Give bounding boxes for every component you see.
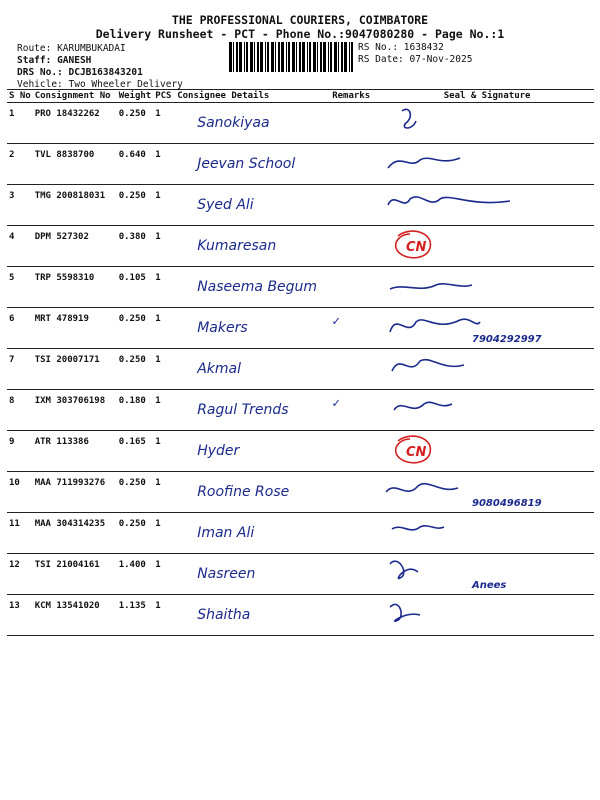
barcode-bar xyxy=(239,42,242,72)
signature-stroke xyxy=(386,484,458,492)
signature-scribble xyxy=(380,595,590,637)
cell-pcs: 1 xyxy=(153,472,175,513)
cell-weight: 0.165 xyxy=(117,431,154,472)
signature-note: 7904292997 xyxy=(472,334,542,345)
runsheet-subtitle: Delivery Runsheet - PCT - Phone No.:9047080280 - Page No.:1 xyxy=(95,27,505,41)
signature-scribble xyxy=(380,226,590,268)
handwritten-consignee: Roofine Rose xyxy=(197,484,290,500)
cell-consignee xyxy=(175,349,330,390)
cell-consignee xyxy=(175,513,330,554)
signature-scribble xyxy=(380,390,590,432)
table-row xyxy=(7,308,594,349)
barcode xyxy=(229,42,354,72)
rs-no-value: 1638432 xyxy=(403,42,444,53)
cell-consignee xyxy=(175,144,330,185)
cell-weight: 0.380 xyxy=(117,226,154,267)
barcode-bar xyxy=(323,42,326,72)
handwritten-consignee: Syed Ali xyxy=(197,197,254,213)
cell-consignee xyxy=(175,554,330,595)
cell-sno: 12 xyxy=(7,554,33,595)
cell-signature xyxy=(380,390,594,431)
cell-pcs: 1 xyxy=(153,349,175,390)
cell-pcs: 1 xyxy=(153,554,175,595)
handwritten-consignee: Sanokiyaa xyxy=(197,115,270,131)
barcode-bar xyxy=(233,42,234,72)
cell-signature xyxy=(380,185,594,226)
vehicle-label: Vehicle: xyxy=(17,79,63,90)
col-consignment: Consignment No xyxy=(33,90,117,103)
table-row xyxy=(7,144,594,185)
cell-weight: 0.180 xyxy=(117,390,154,431)
cell-pcs: 1 xyxy=(153,308,175,349)
cell-weight: 0.250 xyxy=(117,185,154,226)
barcode-bar xyxy=(338,42,339,72)
table-row xyxy=(7,554,594,595)
cell-pcs: 1 xyxy=(153,185,175,226)
cell-consignee xyxy=(175,103,330,144)
barcode-bar xyxy=(271,42,274,72)
cell-consignee xyxy=(175,185,330,226)
barcode-bar xyxy=(244,42,245,72)
delivery-table xyxy=(7,89,594,636)
barcode-bar xyxy=(328,42,329,72)
cell-sno: 1 xyxy=(7,103,33,144)
staff-value: GANESH xyxy=(57,55,92,66)
signature-note: 9080496819 xyxy=(472,498,542,509)
cell-consignee xyxy=(175,431,330,472)
cell-sno: 6 xyxy=(7,308,33,349)
cell-weight: 0.105 xyxy=(117,267,154,308)
staff-line xyxy=(17,55,91,66)
handwritten-consignee: Ragul Trends xyxy=(197,402,289,418)
drs-line xyxy=(17,67,143,78)
cell-pcs: 1 xyxy=(153,513,175,554)
barcode-bar xyxy=(229,42,232,72)
cell-pcs: 1 xyxy=(153,267,175,308)
remark-mark: ✓ xyxy=(332,396,341,411)
cell-remarks xyxy=(330,226,380,267)
handwritten-consignee: Nasreen xyxy=(197,566,256,582)
signature-scribble xyxy=(380,554,590,596)
cell-consignment: PRO 18432262 xyxy=(33,103,117,144)
barcode-bar xyxy=(349,42,350,72)
barcode-bar xyxy=(299,42,301,72)
col-signature: Seal & Signature xyxy=(380,90,594,103)
signature-stroke xyxy=(388,158,460,168)
rs-date-line xyxy=(358,54,472,65)
signature-scribble xyxy=(380,472,590,514)
cell-sno: 3 xyxy=(7,185,33,226)
cell-weight: 0.250 xyxy=(117,513,154,554)
table-header-row xyxy=(7,90,594,103)
signature-stroke xyxy=(390,561,418,578)
cell-weight: 0.250 xyxy=(117,103,154,144)
barcode-bar xyxy=(250,42,253,72)
cell-signature xyxy=(380,595,594,636)
staff-label: Staff: xyxy=(17,55,52,66)
table-row xyxy=(7,472,594,513)
barcode-bar xyxy=(296,42,297,72)
cell-pcs: 1 xyxy=(153,103,175,144)
barcode-bar xyxy=(292,42,295,72)
cell-consignee xyxy=(175,308,330,349)
cell-pcs: 1 xyxy=(153,595,175,636)
table-row xyxy=(7,226,594,267)
cell-pcs: 1 xyxy=(153,390,175,431)
barcode-bar xyxy=(341,42,343,72)
cell-pcs: 1 xyxy=(153,226,175,267)
cell-signature xyxy=(380,554,594,595)
cell-consignment: IXM 303706198 xyxy=(33,390,117,431)
barcode-bar xyxy=(286,42,287,72)
cell-consignee xyxy=(175,472,330,513)
handwritten-consignee: Iman Ali xyxy=(197,525,255,541)
col-sno: S No xyxy=(9,91,31,101)
table-row xyxy=(7,185,594,226)
cell-signature xyxy=(380,472,594,513)
signature-scribble xyxy=(380,185,590,227)
cell-remarks xyxy=(330,472,380,513)
cell-sno: 10 xyxy=(7,472,33,513)
cell-consignment: MRT 478919 xyxy=(33,308,117,349)
handwritten-consignee: Naseema Begum xyxy=(197,279,318,295)
cell-consignment: TMG 200818031 xyxy=(33,185,117,226)
signature-scribble xyxy=(380,308,590,350)
cell-remarks xyxy=(330,103,380,144)
barcode-bar xyxy=(288,42,290,72)
table-row xyxy=(7,513,594,554)
cell-signature xyxy=(380,226,594,267)
cell-sno: 4 xyxy=(7,226,33,267)
signature-scribble xyxy=(380,349,590,391)
cell-remarks xyxy=(330,308,380,349)
cell-remarks xyxy=(330,144,380,185)
handwritten-consignee: Kumaresan xyxy=(197,238,277,254)
table-row xyxy=(7,390,594,431)
barcode-bar xyxy=(246,42,248,72)
cell-remarks xyxy=(330,185,380,226)
cell-sno: 13 xyxy=(7,595,33,636)
col-consignee: Consignee Details xyxy=(175,90,330,103)
rs-no-label: RS No.: xyxy=(358,42,399,53)
cell-consignee xyxy=(175,390,330,431)
barcode-bar xyxy=(275,42,276,72)
table-row xyxy=(7,431,594,472)
cell-signature xyxy=(380,267,594,308)
cell-sno: 11 xyxy=(7,513,33,554)
handwritten-consignee: Akmal xyxy=(197,361,241,377)
barcode-bar xyxy=(334,42,337,72)
signature-stroke xyxy=(392,526,444,530)
rs-no-line xyxy=(358,42,444,53)
barcode-bar xyxy=(302,42,305,72)
cell-consignee xyxy=(175,595,330,636)
signature-stroke xyxy=(392,360,464,371)
cell-weight: 0.250 xyxy=(117,472,154,513)
route-label: Route: xyxy=(17,43,52,54)
route-line xyxy=(17,43,126,54)
cell-consignment: KCM 13541020 xyxy=(33,595,117,636)
signature-stroke xyxy=(390,604,420,621)
signature-scribble xyxy=(380,144,590,186)
handwritten-consignee: Shaitha xyxy=(197,607,251,623)
drs-value: DCJB163843201 xyxy=(68,67,143,78)
cell-remarks xyxy=(330,554,380,595)
signature-stroke xyxy=(390,319,480,332)
barcode-bar xyxy=(278,42,280,72)
cell-consignment: TSI 20007171 xyxy=(33,349,117,390)
cell-consignment: TVL 8838700 xyxy=(33,144,117,185)
cell-remarks xyxy=(330,431,380,472)
barcode-bar xyxy=(257,42,259,72)
barcode-bar xyxy=(260,42,263,72)
cell-sno: 5 xyxy=(7,267,33,308)
cell-consignment: TRP 5598310 xyxy=(33,267,117,308)
cell-weight: 1.400 xyxy=(117,554,154,595)
cell-pcs: 1 xyxy=(153,431,175,472)
barcode-bar xyxy=(317,42,318,72)
remark-mark: ✓ xyxy=(332,314,341,329)
barcode-bar xyxy=(265,42,266,72)
signature-note: CN xyxy=(406,240,427,255)
cell-sno: 8 xyxy=(7,390,33,431)
cell-consignment: MAA 711993276 xyxy=(33,472,117,513)
cell-sno: 9 xyxy=(7,431,33,472)
signature-note: CN xyxy=(406,445,427,460)
handwritten-consignee: Hyder xyxy=(197,443,240,459)
cell-consignment: DPM 527302 xyxy=(33,226,117,267)
cell-consignment: TSI 21004161 xyxy=(33,554,117,595)
barcode-bar xyxy=(309,42,311,72)
cell-weight: 0.640 xyxy=(117,144,154,185)
cell-signature xyxy=(380,308,594,349)
barcode-bar xyxy=(281,42,284,72)
rs-date-value: 07-Nov-2025 xyxy=(409,54,473,65)
table-row xyxy=(7,103,594,144)
handwritten-consignee: Makers xyxy=(197,320,248,336)
signature-scribble xyxy=(380,431,590,473)
cell-consignee xyxy=(175,226,330,267)
cell-signature xyxy=(380,103,594,144)
cell-weight: 1.135 xyxy=(117,595,154,636)
cell-remarks xyxy=(330,267,380,308)
cell-remarks xyxy=(330,595,380,636)
vehicle-value: Two Wheeler Delivery xyxy=(68,79,183,90)
cell-consignment: MAA 304314235 xyxy=(33,513,117,554)
cell-pcs: 1 xyxy=(153,144,175,185)
signature-scribble xyxy=(380,267,590,309)
barcode-bar xyxy=(351,42,353,72)
table-row xyxy=(7,349,594,390)
cell-consignment: ATR 113386 xyxy=(33,431,117,472)
signature-scribble xyxy=(380,103,590,145)
barcode-bar xyxy=(330,42,332,72)
cell-signature xyxy=(380,144,594,185)
col-pcs: PCS xyxy=(153,90,175,103)
col-remarks: Remarks xyxy=(330,90,380,103)
cell-signature xyxy=(380,513,594,554)
cell-signature xyxy=(380,349,594,390)
barcode-bar xyxy=(267,42,269,72)
barcode-bar xyxy=(344,42,347,72)
route-value: KARUMBUKADAI xyxy=(57,43,126,54)
rs-date-label: RS Date: xyxy=(358,54,404,65)
signature-note: Anees xyxy=(472,580,507,591)
company-title: THE PROFESSIONAL COURIERS, COIMBATORE xyxy=(171,13,429,27)
cell-sno: 2 xyxy=(7,144,33,185)
signature-stroke xyxy=(390,284,472,289)
table-row xyxy=(7,595,594,636)
cell-consignee xyxy=(175,267,330,308)
signature-stroke xyxy=(394,402,452,410)
barcode-bar xyxy=(254,42,255,72)
drs-label: DRS No.: xyxy=(17,67,63,78)
cell-weight: 0.250 xyxy=(117,349,154,390)
barcode-bar xyxy=(320,42,322,72)
col-weight: Weight xyxy=(118,91,152,101)
cell-weight: 0.250 xyxy=(117,308,154,349)
handwritten-consignee: Jeevan School xyxy=(197,156,296,172)
barcode-bar xyxy=(313,42,316,72)
cell-remarks xyxy=(330,513,380,554)
table-row xyxy=(7,267,594,308)
cell-signature xyxy=(380,431,594,472)
cell-sno: 7 xyxy=(7,349,33,390)
barcode-bar xyxy=(307,42,308,72)
signature-stroke xyxy=(402,109,416,128)
cell-remarks xyxy=(330,390,380,431)
cell-remarks xyxy=(330,349,380,390)
signature-scribble xyxy=(380,513,590,555)
barcode-bar xyxy=(236,42,238,72)
signature-stroke xyxy=(388,197,510,205)
